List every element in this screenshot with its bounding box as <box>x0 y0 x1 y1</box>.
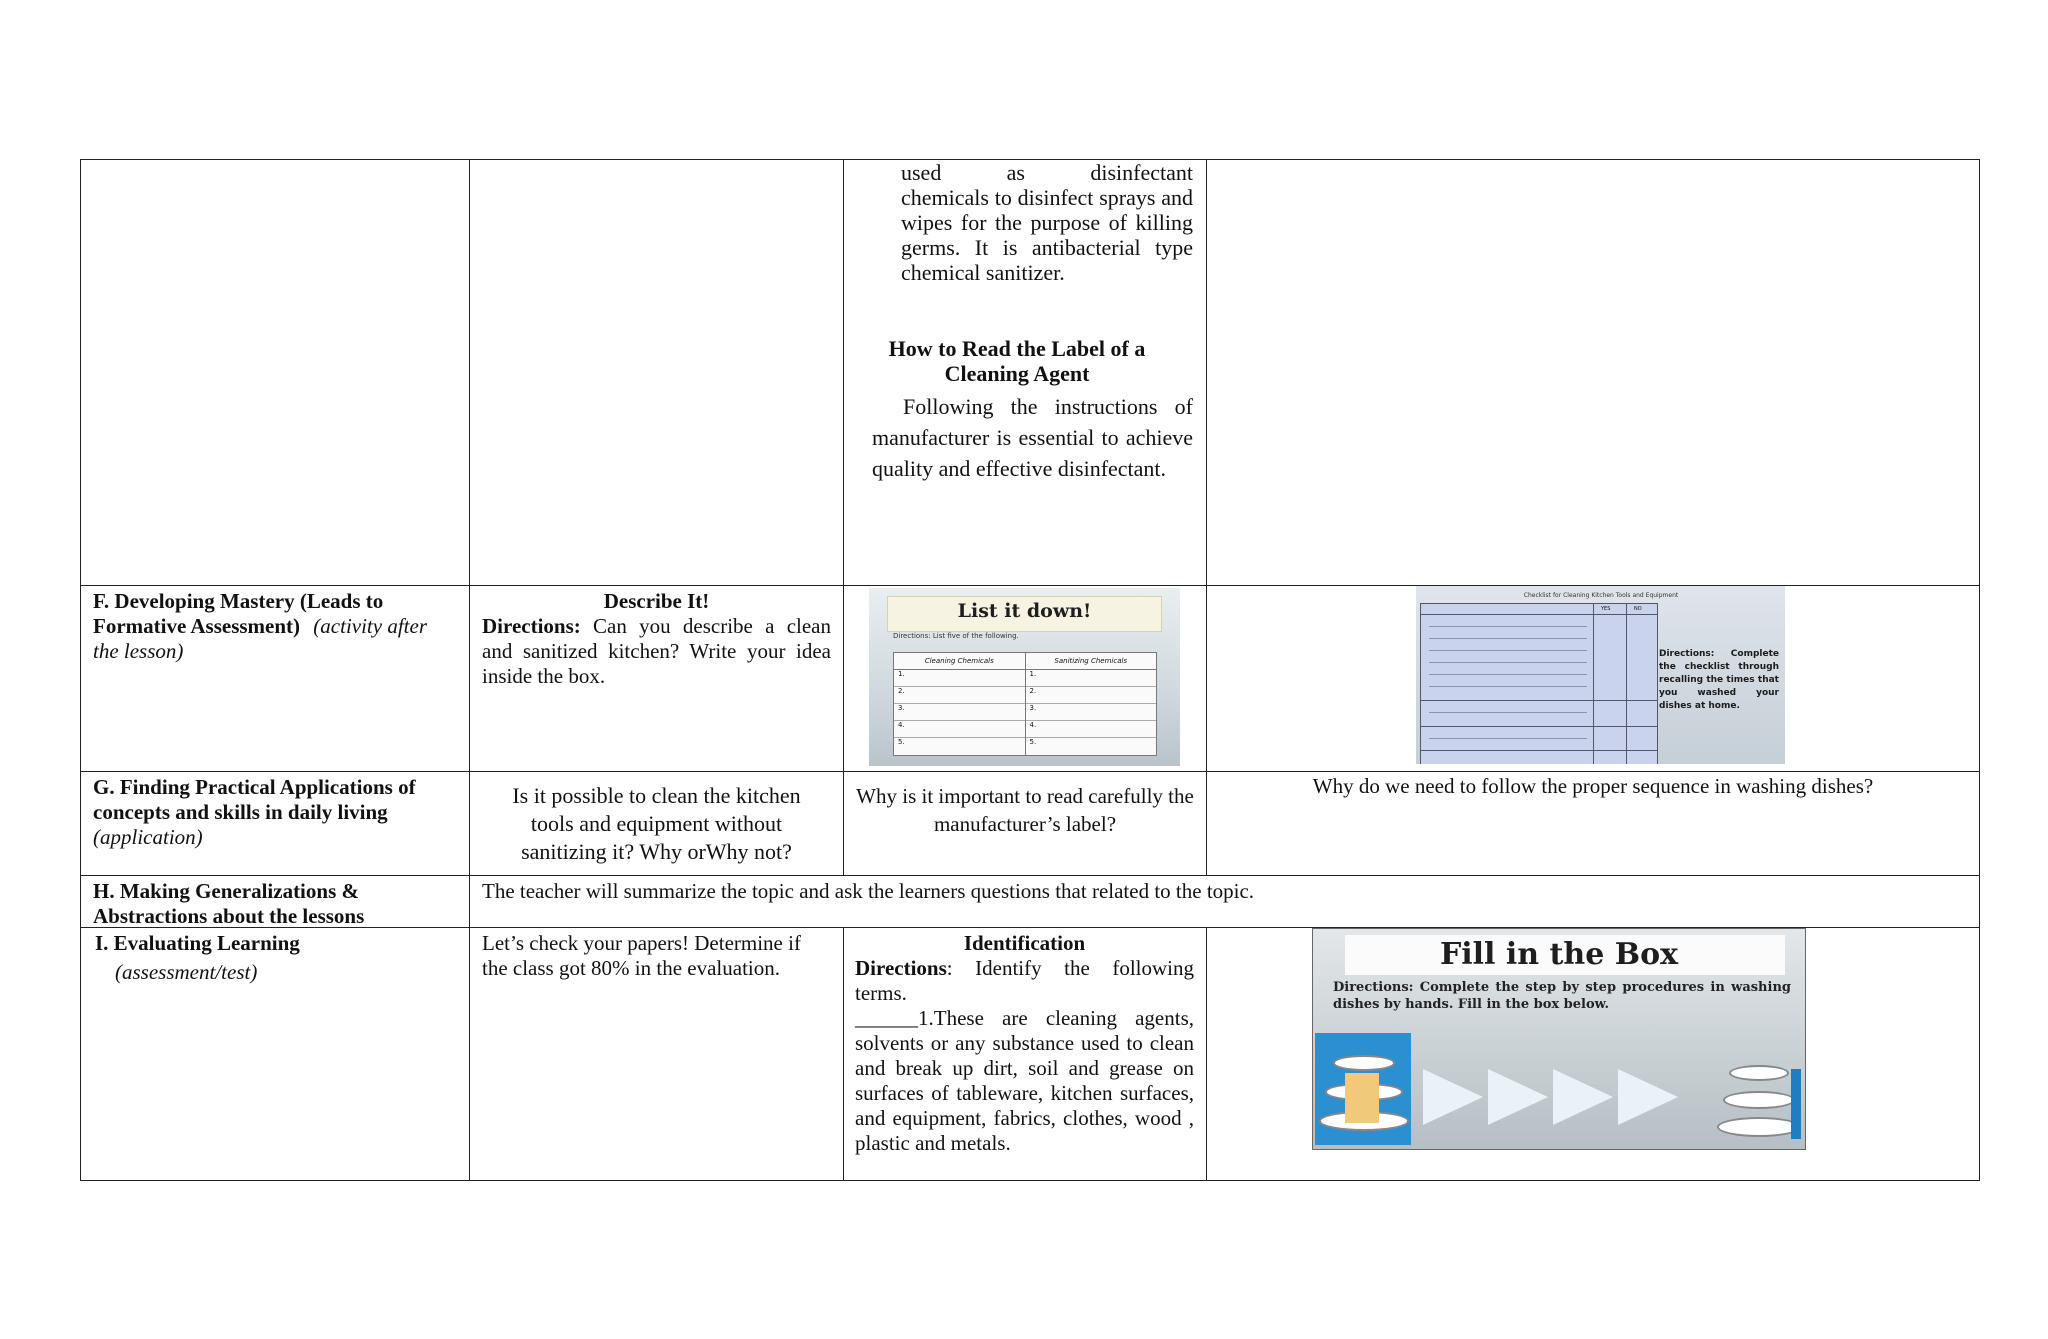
row0-col2-cell <box>469 159 844 586</box>
rowI-col4-cell <box>1206 927 1980 1181</box>
label-heading: How to Read the Label of a Cleaning Agent <box>888 336 1146 386</box>
rowH-content-cell <box>469 875 1980 928</box>
rowI-label: I. Evaluating Learning <box>95 931 300 955</box>
rowG-question-sequence: Why do we need to follow the proper sequence in washing dishes? <box>1312 774 1874 798</box>
word-disinfectant: disinfectant <box>1090 160 1193 185</box>
list-it-down-title: List it down! <box>957 600 1092 622</box>
rowF-label: F. Developing Mastery (Leads to Formative Assessment) <box>93 589 384 638</box>
describe-it-title: Describe It! <box>603 589 710 613</box>
list-directions: Directions: List five of the following. <box>893 632 1019 640</box>
rowI-col2-cell <box>469 927 844 1181</box>
rowH-label: H. Making Generalizations & Abstractions about the lessons <box>93 879 365 928</box>
list-row: 3. <box>894 704 1025 721</box>
col-sanitizing-chemicals: Sanitizing Chemicals <box>1054 657 1128 665</box>
step-arrow-icon <box>1423 1069 1483 1125</box>
lesson-plan-table <box>80 159 1980 1181</box>
rowF-col4-cell <box>1206 585 1980 772</box>
identification-item-1: ______1.These are cleaning agents, solvents or any substance used to clean and break up dirt, soil and grease on surfaces of tableware, kitchen surfaces, and equipment, fabrics, clothes, wood , plastic and metals. <box>855 1006 1194 1155</box>
checklist-title: Checklist for Cleaning Kitchen Tools and Equipment <box>1523 592 1679 599</box>
identification-directions: : Identify the following terms. <box>855 956 1194 1005</box>
rowI-col3-cell <box>843 927 1207 1181</box>
list-row: 1. <box>1026 670 1157 687</box>
rowG-col2-cell <box>469 771 844 876</box>
rowI-check-papers: Let’s check your papers! Determine if the class got 80% in the evaluation. <box>482 931 801 980</box>
list-row: 2. <box>1026 687 1157 704</box>
rowH-summary: The teacher will summarize the topic and ask the learners questions that related to the topic. <box>482 879 1255 903</box>
identification-directions-label: Directions <box>855 956 947 980</box>
step-arrow-icon <box>1488 1069 1548 1125</box>
list-row: 1. <box>894 670 1025 687</box>
rowF-label-note: (activity after the lesson) <box>93 614 428 663</box>
list-row: 2. <box>894 687 1025 704</box>
checklist-directions: Directions: Complete the checklist through recalling the times that you washed your dishes at home. <box>1659 649 1779 711</box>
step-arrow-icon <box>1618 1069 1678 1125</box>
rowG-label: G. Finding Practical Applications of concepts and skills in daily living <box>93 775 416 824</box>
disinfectant-paragraph: chemicals to disinfect sprays and wipes for the purpose of killing germs. It is antibacterial type chemical sanitizer. <box>901 185 1193 285</box>
list-row: 4. <box>894 721 1025 738</box>
row0-disinfectant-text <box>901 160 1193 285</box>
rowG-col3-cell <box>843 771 1207 876</box>
step-arrow-icon <box>1553 1069 1613 1125</box>
rowI-label-cell <box>80 927 470 1181</box>
dirty-dishes-icon <box>1315 1033 1411 1145</box>
list-row: 5. <box>1029 738 1037 746</box>
list-table <box>893 652 1157 756</box>
rowI-label-note: (assessment/test) <box>115 960 258 984</box>
rowG-label-note: (application) <box>93 825 203 849</box>
word-as: as <box>1006 160 1025 185</box>
list-row: 3. <box>1026 704 1157 721</box>
list-it-down-slide <box>869 588 1180 766</box>
checklist-table <box>1420 603 1658 764</box>
row0-label-cell <box>80 159 470 586</box>
rowG-label-cell <box>80 771 470 876</box>
describe-directions: Can you describe a clean and sanitized kitchen? Write your idea inside the box. <box>482 614 831 688</box>
checklist-slide <box>1416 586 1785 764</box>
rowF-col2-cell <box>469 585 844 772</box>
rowF-label-cell <box>80 585 470 772</box>
rowG-col4-cell <box>1206 771 1980 876</box>
col-cleaning-chemicals: Cleaning Chemicals <box>894 653 1026 669</box>
checklist-yes: YES <box>1601 606 1611 612</box>
row0-col3-cell <box>843 159 1207 586</box>
clean-dishes-icon <box>1717 1039 1801 1145</box>
fill-directions: Directions: Complete the step by step procedures in washing dishes by hands. Fill in the box below. <box>1333 980 1791 1012</box>
checklist-no: NO <box>1634 606 1642 612</box>
list-row: 4. <box>1026 721 1157 738</box>
fill-in-the-box-slide <box>1312 928 1806 1150</box>
identification-title: Identification <box>963 931 1086 955</box>
rowH-label-cell <box>80 875 470 928</box>
label-paragraph: Following the instructions of manufacturer is essential to achieve quality and effective disinfectant. <box>872 394 1193 481</box>
rowG-question-sanitizing: Is it possible to clean the kitchen tools and equipment without sanitizing it? Why orWhy not? <box>512 783 801 864</box>
fill-in-the-box-title: Fill in the Box <box>1439 937 1679 972</box>
rowG-question-label: Why is it important to read carefully the manufacturer’s label? <box>856 784 1194 836</box>
word-used: used <box>901 160 942 185</box>
rowF-col3-cell <box>843 585 1207 772</box>
row0-col4-cell <box>1206 159 1980 586</box>
directions-label: Directions: <box>482 614 581 638</box>
list-row: 5. <box>898 738 905 746</box>
